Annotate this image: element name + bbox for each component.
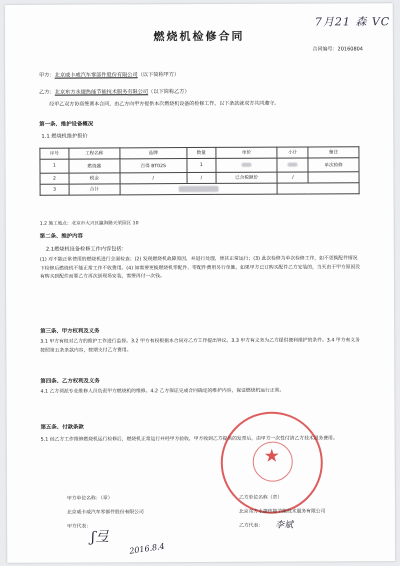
- party-b: 乙方：北京东方永捷热能节能技术服务有限公司（以下简称乙方）: [39, 89, 190, 96]
- section-3-heading: 第三条、甲方权利及义务: [40, 328, 100, 335]
- quote-table: [39, 146, 359, 195]
- section-3-body: 3.1 甲方有权对乙方的维护工作进行监督。3.2 甲方有权根据本合同对乙方工作提出异议。3.3 甲方有义务为乙方提供便利维护的条件。3.4 甲方有义务按照第五条条款内容，按期支付乙方费用。: [40, 338, 360, 354]
- intro-paragraph: 经甲乙双方协商签署本合同，由乙方向甲方提供本次燃烧机设备的检修工作，以下条款就双方共同遵守。: [49, 100, 280, 108]
- table-row: 2 税金 / / 已含税额价 /: [40, 172, 359, 184]
- contract-title: 燃烧机检修合同: [153, 29, 245, 44]
- seal-star-icon: ★: [263, 445, 280, 467]
- party-a-rep-label: 甲方代表：: [67, 524, 92, 530]
- redacted-price: [242, 163, 252, 167]
- party-b-signature: 李斌: [275, 520, 294, 531]
- party-b-rep-label: 乙方代表：: [239, 523, 264, 529]
- party-a-sign-name: 北京威卡威汽车零部件股份有限公司: [66, 510, 144, 516]
- section-5-heading: 第五条、付款条款: [40, 424, 84, 431]
- section-2-body: (1) 对不能正常使用的燃烧机进行全面检查；(2) 发现燃烧机故障原因，并进行处理，使其正常运行；(3) 此次检修为单次检修工作，如不更换配件情况下检修后燃烧机不能正常工作不收费用。(4) 如需要更换燃烧机零配件，零配件费用另行单算。如果甲方已订购买配件乙方安装的，当天由于甲方原因没有购买到配件而要乙方再次到现场安装，需要再付一次钱。: [39, 256, 361, 280]
- party-b-sign-name: 北京东方永捷热能节能技术服务有限公司: [238, 509, 326, 515]
- section-4-body: 4.1 乙方须派专业维修人员负责甲方燃烧机的维修。4.2 乙方保证完成合同确定的维护内容，保证燃烧机运行正常。: [40, 388, 285, 395]
- party-a-signature: ʃ弖: [91, 529, 109, 546]
- party-a: 甲方：北京威卡威汽车零部件股份有限公司（以下简称甲方）: [39, 72, 180, 79]
- party-b-name: 北京东方永捷热能节能技术服务有限公司: [54, 89, 149, 96]
- party-b-sign-title: 乙方单位名称（章）: [238, 495, 283, 501]
- contract-sheet: [5, 3, 395, 563]
- table-row: 3 合计: [40, 183, 359, 195]
- party-a-name: 北京威卡威汽车零部件股份有限公司: [54, 72, 138, 79]
- table-header-row: 序号 工程名称 品牌 数量 单价 小计 备注: [40, 147, 359, 159]
- section-4-heading: 第四条、乙方权利及义务: [40, 378, 100, 385]
- section-1-2: 1.2 施工地点：北京市大兴区瀛海路天荣园区 10: [39, 221, 139, 227]
- party-a-sign-title: 甲方单位名称：（章）: [66, 496, 113, 502]
- section-2-1: 2.1燃烧机设备检修工作内容包括：: [45, 246, 127, 253]
- section-2-heading: 第二条、维护内容: [39, 233, 83, 240]
- section-5-body: 5.1 经乙方工作维修燃烧机运行检修后，燃烧机正常运行并经甲方验收，甲方收到乙方提供的发票后，由甲方一次性付清乙方技术服务费用。: [40, 436, 338, 443]
- redacted-subtotal: [288, 162, 298, 166]
- contract-number: 合同编号：20160804: [312, 46, 363, 53]
- section-1-1: 1.1 燃烧机维护报价: [41, 133, 88, 140]
- redacted-total: [179, 186, 219, 192]
- section-1-heading: 第一条、维护设备概况: [39, 121, 94, 128]
- table-row: 1 燃烧器 百得 BT02S 1 单次检修: [40, 158, 359, 173]
- handwritten-note: 7月21 森 VC: [314, 15, 391, 29]
- party-a-sign-date: 2016.8.4: [128, 541, 166, 556]
